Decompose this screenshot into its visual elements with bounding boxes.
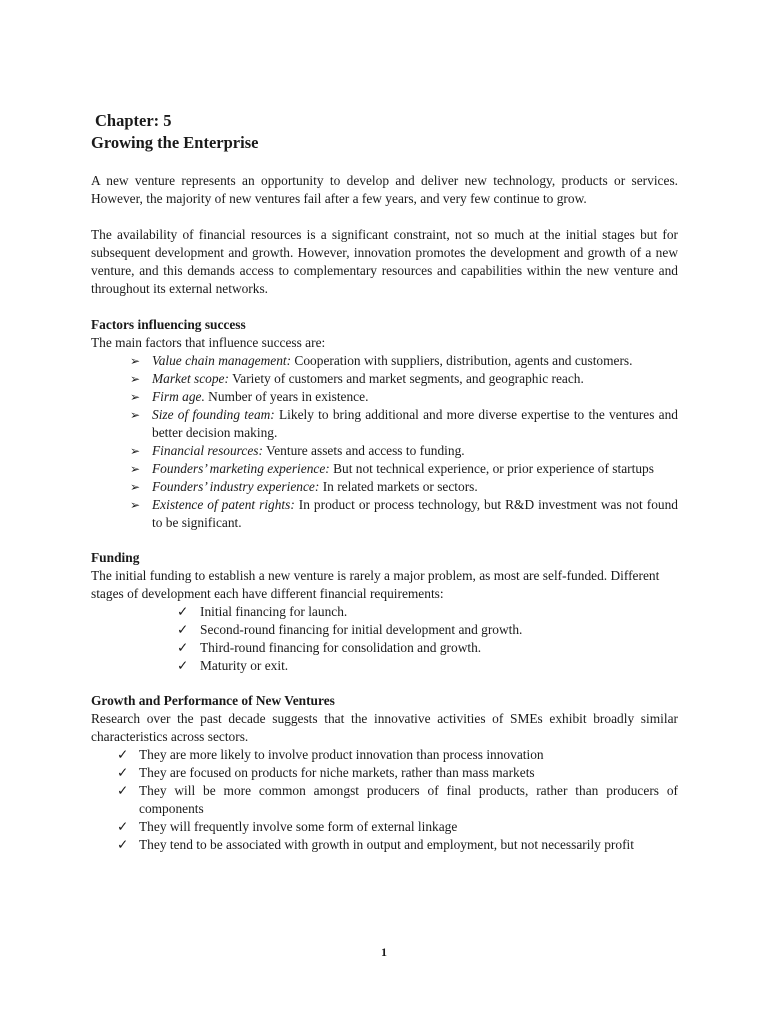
list-item-text: Third-round financing for consolidation and growth.	[200, 640, 482, 655]
list-item	[91, 478, 678, 496]
list-item	[91, 460, 678, 478]
list-item	[91, 406, 678, 442]
factor-text: In related markets or sectors.	[319, 479, 478, 494]
checkmark-icon: ✓	[117, 819, 129, 834]
funding-heading: Funding	[91, 550, 140, 565]
factor-text: But not technical experience, or prior experience of startups	[329, 461, 654, 476]
list-item-text: They are more likely to involve product innovation than process innovation	[139, 747, 544, 762]
factor-term: Firm age.	[152, 389, 205, 404]
checkmark-icon: ✓	[117, 765, 129, 780]
list-item-text: Initial financing for launch.	[200, 604, 348, 619]
list-item	[91, 621, 678, 639]
list-item	[91, 782, 678, 818]
list-item-text: Maturity or exit.	[200, 658, 289, 673]
list-item-text: They will be more common amongst producers of final products, rather than producers of components	[139, 783, 678, 816]
factor-term: Financial resources:	[152, 443, 263, 458]
arrow-bullet-icon: ➢	[130, 390, 141, 404]
intro-paragraph: A new venture represents an opportunity to develop and deliver new technology, products or services. However, the majority of new ventures fail after a few years, and very few continue to grow.	[91, 173, 678, 206]
arrow-bullet-icon: ➢	[130, 354, 141, 368]
checkmark-icon: ✓	[177, 658, 189, 673]
factor-text: Number of years in existence.	[204, 389, 369, 404]
growth-heading: Growth and Performance of New Ventures	[91, 693, 335, 708]
list-item-text: They will frequently involve some form of external linkage	[139, 819, 458, 834]
factor-term: Size of founding team:	[152, 407, 275, 422]
factors-heading: Factors influencing success	[91, 317, 246, 332]
list-item	[91, 764, 678, 782]
factor-text: In product or process technology, but R&D investment was not found to be significant.	[152, 497, 678, 530]
checkmark-icon: ✓	[177, 604, 189, 619]
list-item	[91, 496, 678, 532]
factor-term: Market scope:	[152, 371, 229, 386]
factor-text: Cooperation with suppliers, distribution, agents and customers.	[291, 353, 633, 368]
list-item-text: They are focused on products for niche markets, rather than mass markets	[139, 765, 535, 780]
list-item	[91, 370, 678, 388]
factor-term: Founders’ industry experience:	[152, 479, 320, 494]
factors-intro: The main factors that influence success are:	[91, 335, 326, 350]
chapter-label: Chapter: 5	[95, 111, 172, 130]
growth-paragraph: Research over the past decade suggests that the innovative activities of SMEs exhibit broadly similar characteristics across sectors.	[91, 711, 678, 744]
funding-paragraph: The initial funding to establish a new venture is rarely a major problem, as most are self-funded. Different stages of development each have different financial requirements:	[91, 568, 660, 601]
list-item	[91, 388, 678, 406]
arrow-bullet-icon: ➢	[130, 462, 141, 476]
list-item	[91, 836, 678, 854]
list-item	[91, 442, 678, 460]
factor-text: Variety of customers and market segments, and geographic reach.	[228, 371, 584, 386]
arrow-bullet-icon: ➢	[130, 480, 141, 494]
list-item	[91, 603, 678, 621]
checkmark-icon: ✓	[117, 747, 129, 762]
chapter-title: Growing the Enterprise	[91, 133, 259, 152]
growth-characteristics-list	[91, 746, 678, 854]
arrow-bullet-icon: ➢	[130, 444, 141, 458]
factor-term: Founders’ marketing experience:	[152, 461, 330, 476]
factor-text: Likely to bring additional and more diverse expertise to the ventures and better decision making.	[152, 407, 678, 440]
list-item	[91, 639, 678, 657]
page-number: 1	[381, 945, 387, 959]
list-item	[91, 352, 678, 370]
factors-list	[91, 352, 678, 532]
page-content	[91, 111, 678, 854]
checkmark-icon: ✓	[117, 783, 129, 798]
arrow-bullet-icon: ➢	[130, 498, 141, 512]
factor-term: Existence of patent rights:	[152, 497, 295, 512]
arrow-bullet-icon: ➢	[130, 408, 141, 422]
list-item	[91, 746, 678, 764]
arrow-bullet-icon: ➢	[130, 372, 141, 386]
funding-stages-list	[91, 603, 678, 675]
list-item-text: They tend to be associated with growth in output and employment, but not necessarily profit	[139, 837, 634, 852]
factor-term: Value chain management:	[152, 353, 292, 368]
list-item	[91, 657, 678, 675]
factor-text: Venture assets and access to funding.	[262, 443, 465, 458]
checkmark-icon: ✓	[117, 837, 129, 852]
resources-paragraph: The availability of financial resources is a significant constraint, not so much at the initial stages but for subsequent development and growth. However, innovation promotes the development and growth of a new venture, and this demands access to complementary resources and capabilities within the new venture and throughout its external networks.	[91, 227, 678, 296]
list-item	[91, 818, 678, 836]
checkmark-icon: ✓	[177, 622, 189, 637]
checkmark-icon: ✓	[177, 640, 189, 655]
list-item-text: Second-round financing for initial development and growth.	[200, 622, 523, 637]
